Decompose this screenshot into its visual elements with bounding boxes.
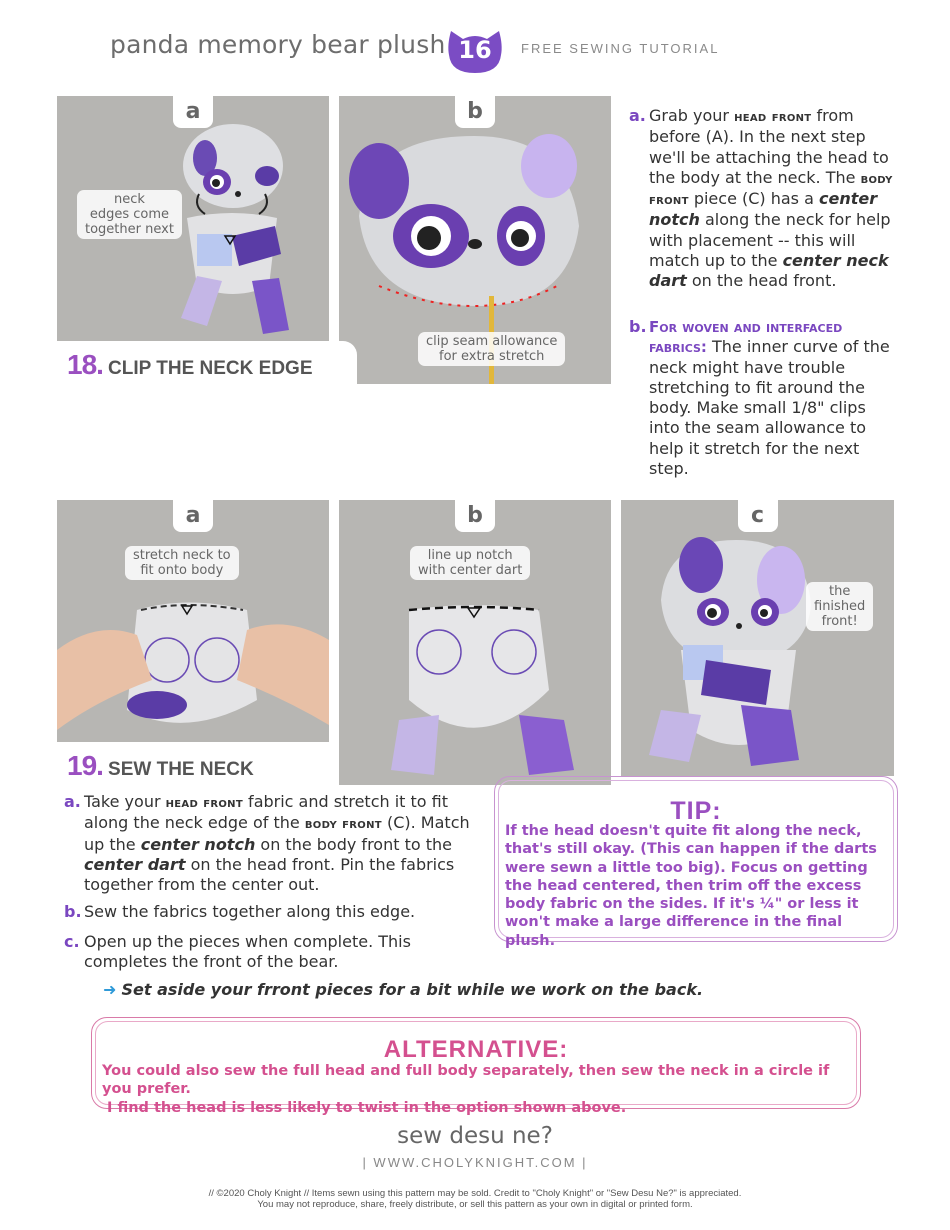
arrow-right-icon: ➜ [103,980,117,999]
step19-photo-b [339,500,611,785]
step18-heading [57,341,357,389]
step-title: CLIP THE NECK EDGE [108,358,313,379]
step18-instruction-a: a. Grab your head front from before (A). In the next step we'll be attaching the head to the body at the neck. The body front piece (C) has a center notch along the neck for help with placement -- this will match up to the center neck dart on the head front. [629,106,893,291]
copyright-notice: // ©2020 Choly Knight // Items sewn using this pattern may be sold. Credit to "Choly Knight" or "Sew Desu Ne?" is appreciated. You may not reproduce, share, freely distribute, or sell this pattern as your own in digital or printed form. [208,1188,742,1210]
step-number: 18. [67,349,103,380]
photo-letter: b [455,500,495,532]
term-head-front: head front [165,795,243,811]
page-subtitle: FREE SEWING TUTORIAL [521,41,720,56]
photo-letter: b [455,96,495,128]
step18-photo-b [339,96,611,384]
item-letter: c. [64,932,80,951]
hands-stretching-neck-image [57,500,329,742]
tip-body: If the head doesn't quite fit along the neck, that's still okay. (This can happen if the darts were sewn a little too big). Focus on getting the head centered, then trim off the excess body fabric on the sides. If it's ¼" or less it won't make a large difference in the final plush. [505,823,877,949]
set-aside-note: ➜ Set aside your frront pieces for a bit while we work on the back. [103,980,704,999]
photo-note: line up notch with center dart [410,546,530,580]
photo-note: neck edges come together next [77,190,182,239]
step19-instruction-a: a. Take your head front fabric and stretch it to fit along the neck edge of the body front (C). Match up the center notch on the body front to the center dart on the head front. Pin the fabrics together from the center out. [64,792,470,895]
photo-note: clip seam allowance for extra stretch [418,332,565,366]
finished-front-image [621,500,894,776]
pattern-title: panda memory bear plush [110,30,446,59]
photo-note: stretch neck to fit onto body [125,546,239,580]
item-letter: a. [64,792,81,811]
tip-box [494,776,898,949]
photo-letter: a [173,500,213,532]
step-title: SEW THE NECK [108,759,254,780]
step19-instruction-c: c. Open up the pieces when complete. This completes the front of the bear. [64,932,411,972]
step19-photo-a [57,500,329,742]
website-link[interactable]: | WWW.CHOLYKNIGHT.COM | [362,1155,588,1170]
brand-name: sew desu ne? [397,1123,553,1149]
alternative-body: You could also sew the full head and full body separately, then sew the neck in a circle if you prefer. I find the head is less likely to twist in the option shown above. [102,1063,830,1116]
step18-instruction-b: b. For woven and interfaced fabrics: The inner curve of the neck might have trouble stretching to fit around the body. Make small 1/8" clips into the seam allowance to help it stretch for the next step. [629,317,890,479]
item-letter: b. [64,902,82,921]
item-letter: b. [629,317,647,336]
item-letter: a. [629,106,646,125]
term-head-front: head front [734,109,812,125]
tip-title: TIP: [670,797,722,825]
alternative-title: ALTERNATIVE: [383,1036,569,1063]
photo-letter: c [738,500,778,532]
page-number: 16 [458,36,492,64]
step18-photo-a [57,96,329,342]
step19-instruction-b: b. Sew the fabrics together along this edge. [64,902,416,921]
photo-letter: a [173,96,213,128]
alternative-box [91,1017,861,1116]
fabric-type-lead: For woven and interfaced fabrics: [649,318,843,357]
term-body-front: body front [304,816,382,833]
step-number: 19. [67,750,103,781]
notch-alignment-image [339,500,611,785]
term-body-front: body front [649,170,893,209]
photo-note: the finished front! [806,582,873,631]
step19-photo-c [621,500,894,776]
step19-heading [57,742,317,792]
